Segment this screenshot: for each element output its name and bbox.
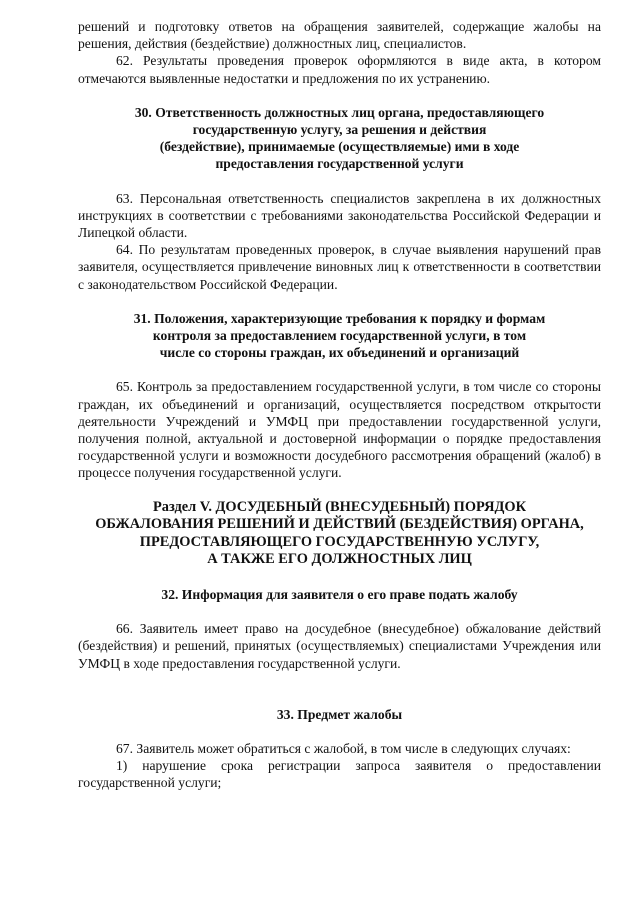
- heading-line: контроля за предоставлением государственной услуги, в том: [152, 328, 527, 344]
- heading-line: Раздел V. ДОСУДЕБНЫЙ (ВНЕСУДЕБНЫЙ) ПОРЯДОК: [152, 498, 527, 515]
- spacer: [78, 361, 601, 378]
- paragraph: 64. По результатам проведенных проверок, в случае выявления нарушений прав заявителя, осуществляется привлечение виновных лиц к ответственности в соответствии с законодательством Российской Федерации.: [78, 242, 601, 292]
- subsection-heading: [78, 104, 601, 173]
- heading-line: 33. Предмет жалобы: [276, 706, 403, 722]
- spacer: [78, 672, 601, 706]
- paragraph: 62. Результаты проведения проверок оформляются в виде акта, в котором отмечаются выявленные недостатки и предложения по их устранению.: [78, 53, 601, 86]
- spacer: [78, 87, 601, 104]
- paragraph: 66. Заявитель имеет право на досудебное (внесудебное) обжалование действий (бездействия) и решений, принятых (осуществляемых) специалистами Учреждения или УМФЦ в ходе предоставления государственной услуги.: [78, 621, 601, 671]
- heading-line: числе со стороны граждан, их объединений и организаций: [159, 345, 520, 361]
- heading-line: ОБЖАЛОВАНИЯ РЕШЕНИЙ И ДЕЙСТВИЙ (БЕЗДЕЙСТВИЯ) ОРГАНА,: [95, 516, 584, 533]
- heading-line: А ТАКЖЕ ЕГО ДОЛЖНОСТНЫХ ЛИЦ: [207, 551, 472, 568]
- heading-line: (бездействие), принимаемые (осуществляемые) ими в ходе: [159, 139, 520, 155]
- subsection-heading: [78, 706, 601, 723]
- paragraph: 1) нарушение срока регистрации запроса заявителя о предоставлении государственной услуги;: [78, 758, 601, 791]
- spacer: [78, 482, 601, 499]
- paragraph: 63. Персональная ответственность специалистов закреплена в их должностных инструкциях в соответствии с требованиями законодательства Российской Федерации и Липецкой области.: [78, 190, 601, 241]
- spacer: [78, 603, 601, 620]
- heading-line: ПРЕДОСТАВЛЯЮЩЕГО ГОСУДАРСТВЕННУЮ УСЛУГУ,: [139, 533, 540, 550]
- paragraph: 65. Контроль за предоставлением государственной услуги, в том числе со стороны граждан, их объединений и организаций, осуществляется посредством открытости деятельности Учреждений и УМФЦ при предоставлении государственной услуги, получения полной, актуальной и достоверной информации о порядке предоставления государственной услуги и возможности досудебного рассмотрения обращений (жалоб) в процессе получения государственной услуги.: [78, 379, 601, 481]
- heading-line: 30. Ответственность должностных лиц органа, предоставляющего: [134, 104, 545, 120]
- spacer: [78, 569, 601, 586]
- section-heading: [78, 499, 601, 569]
- heading-line: 32. Информация для заявителя о его праве подать жалобу: [161, 587, 518, 603]
- spacer: [78, 293, 601, 310]
- document-page: [78, 18, 601, 792]
- spacer: [78, 173, 601, 190]
- subsection-heading: [78, 310, 601, 362]
- spacer: [78, 723, 601, 740]
- paragraph: 67. Заявитель может обратиться с жалобой, в том числе в следующих случаях:: [116, 741, 571, 757]
- heading-line: 31. Положения, характеризующие требования к порядку и формам: [133, 310, 546, 326]
- subsection-heading: [78, 586, 601, 603]
- paragraph: решений и подготовку ответов на обращения заявителей, содержащие жалобы на решения, действия (бездействие) должностных лиц, специалистов.: [78, 19, 601, 52]
- heading-line: государственную услугу, за решения и действия: [192, 122, 487, 138]
- heading-line: предоставления государственной услуги: [215, 156, 464, 172]
